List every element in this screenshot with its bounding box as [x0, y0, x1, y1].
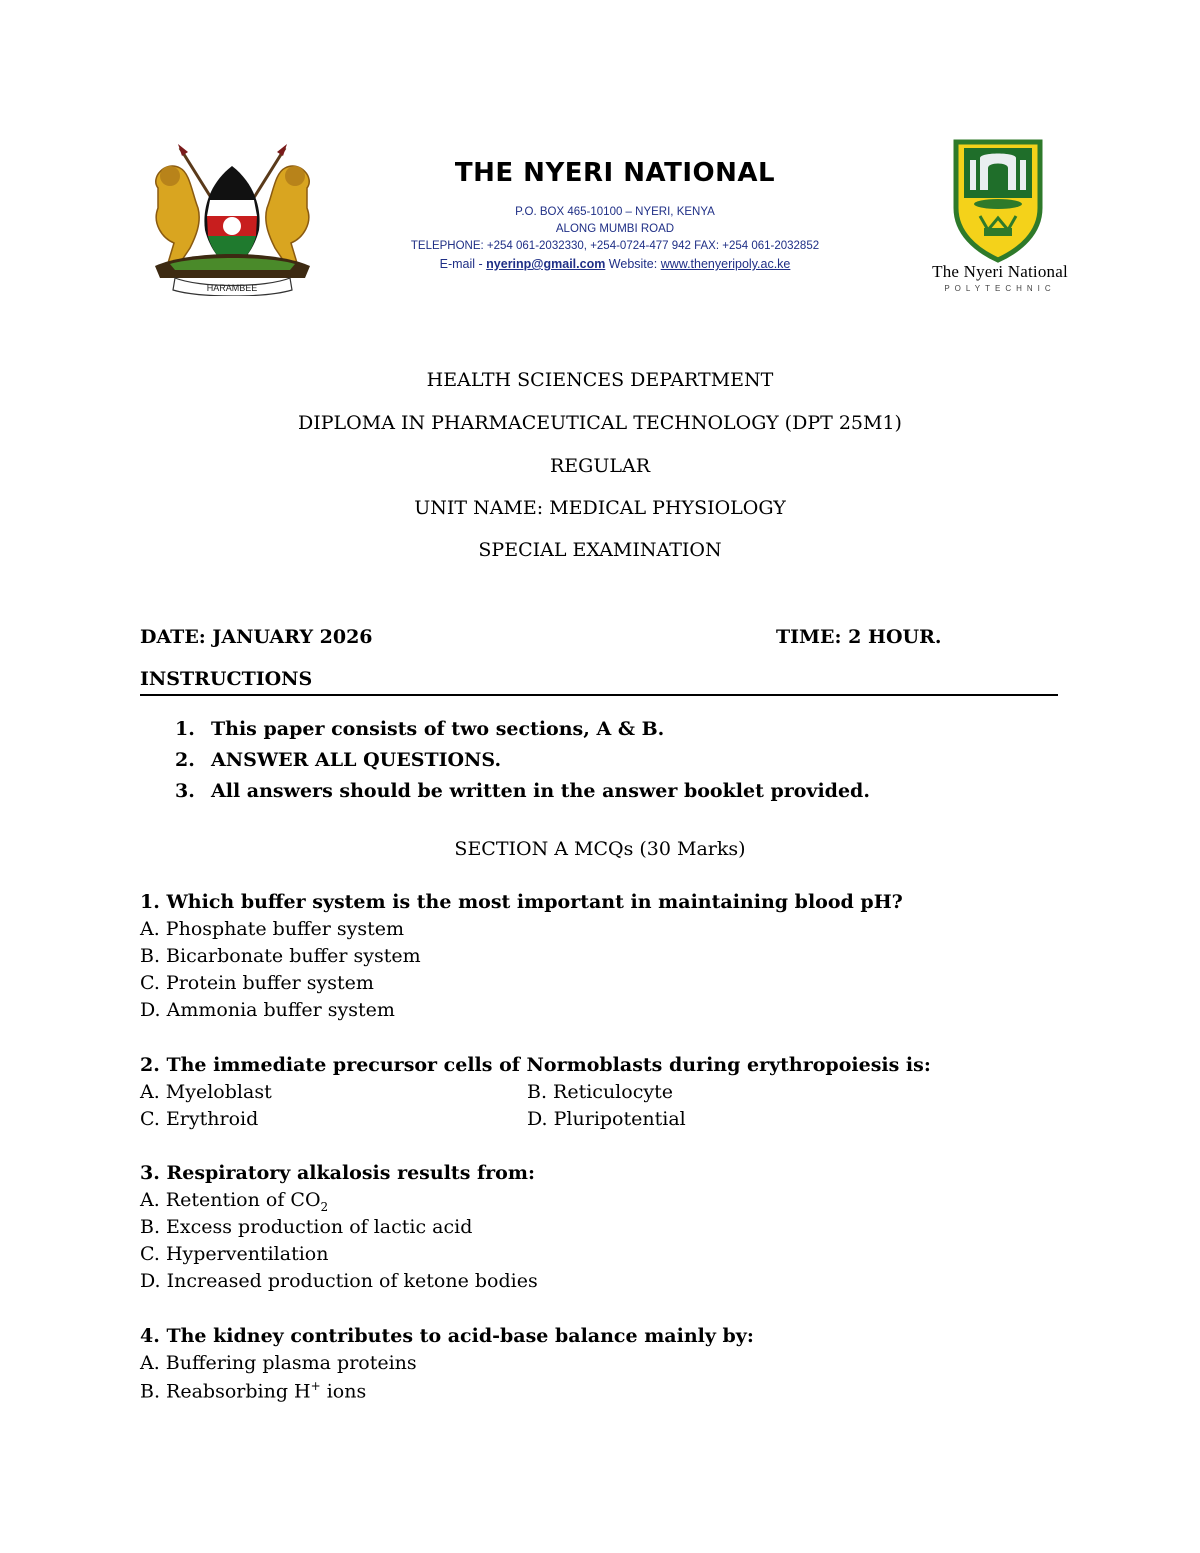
email-label: E-mail - [439, 257, 487, 271]
divider [140, 694, 1058, 696]
q4-option-b-text: B. Reabsorbing H [140, 1380, 311, 1403]
email-link[interactable]: nyerinp@gmail.com [486, 257, 606, 271]
email-website-line [330, 257, 900, 271]
q1-option-b: B. Bicarbonate buffer system [140, 945, 421, 967]
q2-option-d: D. Pluripotential [527, 1108, 686, 1130]
svg-text:HARAMBEE: HARAMBEE [206, 283, 258, 293]
q4-option-b [140, 1379, 366, 1402]
address-line-1: P.O. BOX 465-10100 – NYERI, KENYA [515, 206, 715, 218]
exam-type-title: SPECIAL EXAMINATION [478, 539, 722, 561]
instruction-item [175, 718, 870, 749]
address-line-2: ALONG MUMBI ROAD [555, 223, 675, 235]
q3-option-a [140, 1189, 328, 1214]
website-label: Website: [605, 257, 661, 271]
polytechnic-logo-name: The Nyeri National [932, 262, 1068, 281]
course-title: DIPLOMA IN PHARMACEUTICAL TECHNOLOGY (DPT 25M1) [298, 412, 902, 434]
q3-option-a-text: A. Retention of CO [140, 1189, 321, 1211]
q4-option-b-suffix: ions [320, 1380, 367, 1403]
mode-title: REGULAR [549, 455, 650, 477]
polytechnic-logo-subtitle: POLYTECHNIC [944, 284, 1056, 293]
polytechnic-logo-icon [950, 138, 1046, 264]
coat-of-arms-icon [140, 138, 325, 296]
q4-option-a: A. Buffering plasma proteins [140, 1352, 417, 1374]
instructions-heading: INSTRUCTIONS [140, 668, 313, 690]
q3-option-b: B. Excess production of lactic acid [140, 1216, 473, 1238]
question-3: 3. Respiratory alkalosis results from: [140, 1162, 535, 1184]
exam-time: TIME: 2 HOUR. [776, 626, 942, 648]
instruction-item [175, 780, 870, 811]
q1-option-d: D. Ammonia buffer system [140, 999, 395, 1021]
instruction-item [175, 749, 870, 780]
question-4: 4. The kidney contributes to acid-base balance mainly by: [140, 1325, 754, 1347]
co2-subscript: 2 [320, 1199, 329, 1214]
question-2: 2. The immediate precursor cells of Normoblasts during erythropoiesis is: [140, 1054, 931, 1076]
q1-option-c: C. Protein buffer system [140, 972, 374, 994]
q2-option-a: A. Myeloblast [140, 1081, 272, 1103]
exam-date: DATE: JANUARY 2026 [140, 626, 373, 648]
instruction-text: ANSWER ALL QUESTIONS. [211, 749, 502, 771]
instruction-number: 2. [175, 749, 195, 771]
question-1: 1. Which buffer system is the most important in maintaining blood pH? [140, 891, 903, 913]
instruction-text: This paper consists of two sections, A & B. [211, 718, 665, 740]
website-link[interactable]: www.thenyeripoly.ac.ke [660, 257, 791, 271]
instruction-number: 3. [175, 780, 195, 802]
department-title: HEALTH SCIENCES DEPARTMENT [426, 369, 774, 391]
h-ion-superscript: + [310, 1379, 321, 1393]
q2-option-b: B. Reticulocyte [527, 1081, 673, 1103]
telephone-line: TELEPHONE: +254 061-2032330, +254-0724-477 942 FAX: +254 061-2032852 [410, 240, 820, 252]
q3-option-d: D. Increased production of ketone bodies [140, 1270, 538, 1292]
institution-title: THE NYERI NATIONAL [454, 158, 776, 188]
q1-option-a: A. Phosphate buffer system [140, 918, 405, 940]
instruction-text: All answers should be written in the answer booklet provided. [211, 780, 870, 802]
instructions-list [175, 718, 870, 811]
section-a-heading: SECTION A MCQs (30 Marks) [454, 838, 746, 860]
q2-option-c: C. Erythroid [140, 1108, 259, 1130]
unit-title: UNIT NAME: MEDICAL PHYSIOLOGY [414, 497, 786, 519]
instruction-number: 1. [175, 718, 195, 740]
q3-option-c: C. Hyperventilation [140, 1243, 329, 1265]
